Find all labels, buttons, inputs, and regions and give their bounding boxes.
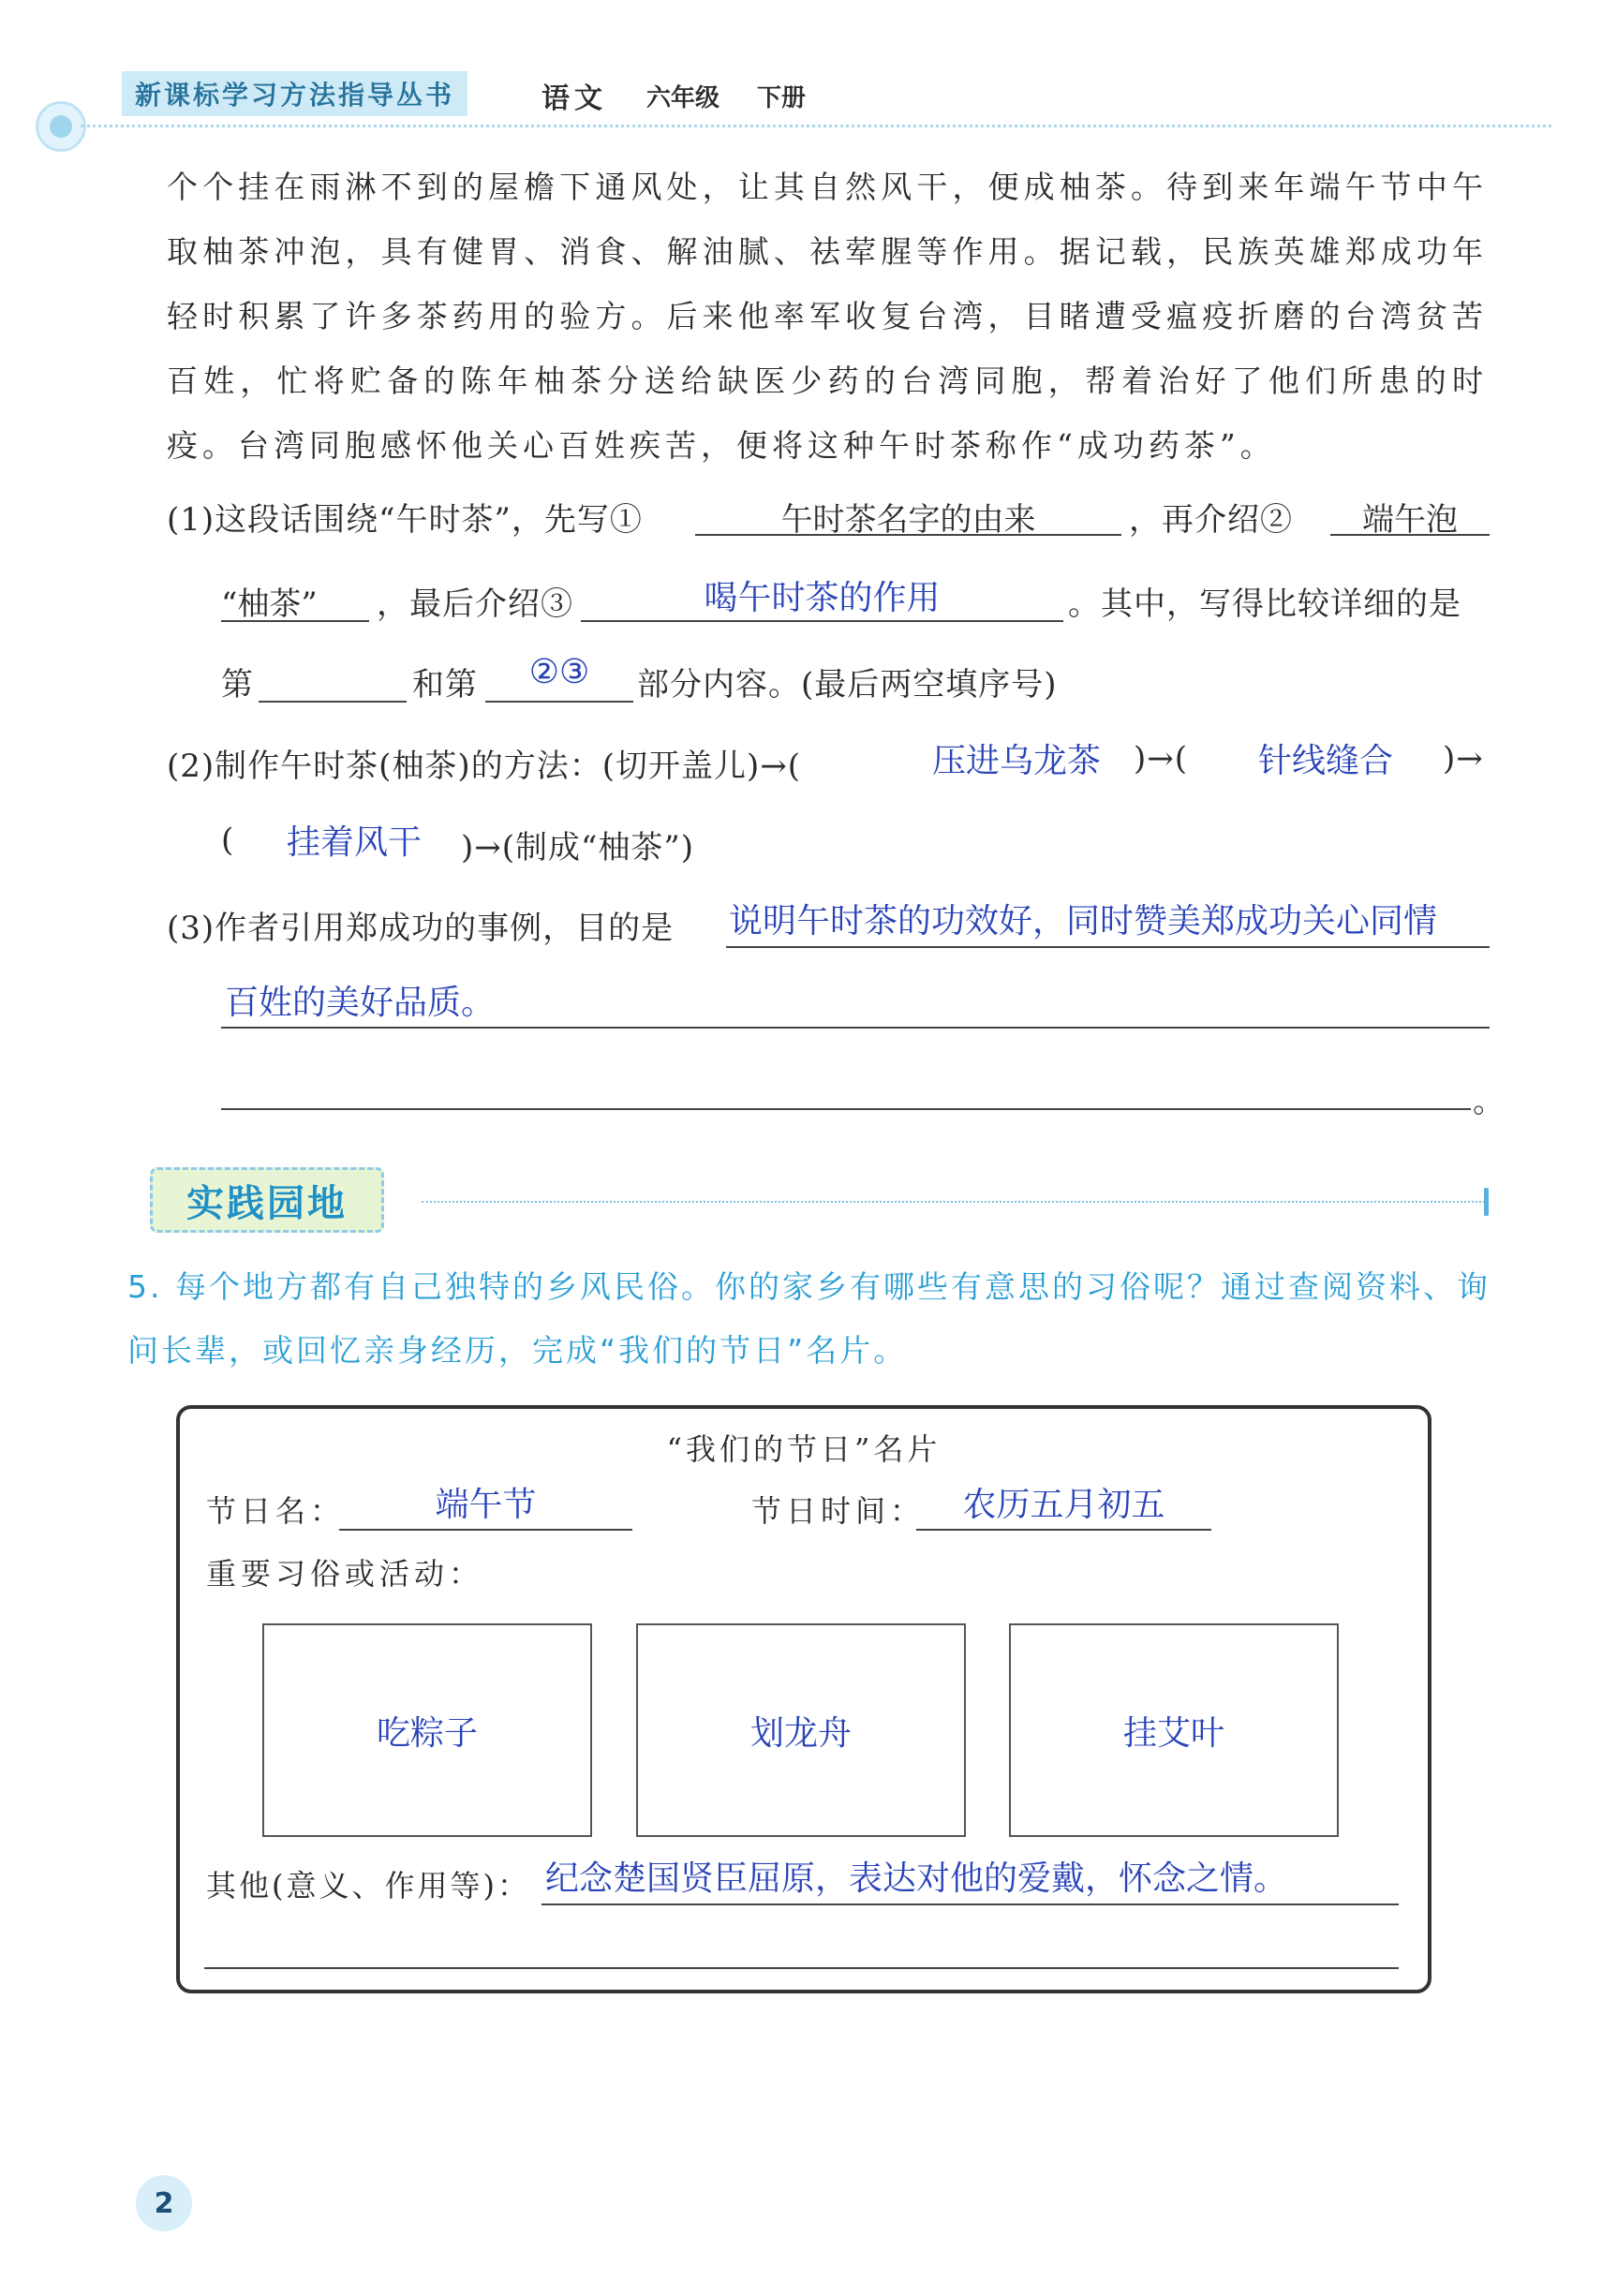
subject-label: 语文 <box>541 82 607 115</box>
custom-answer-1: 吃粽子 <box>376 1713 478 1753</box>
festival-name-value: 端午节 <box>435 1486 537 1524</box>
q2-text-d: ( <box>221 822 235 859</box>
festival-name-blank <box>339 1529 632 1531</box>
q3-blank-2 <box>221 1027 1490 1029</box>
q1-answer-1: 午时茶名字的由来 <box>780 501 1036 539</box>
card-title: “我们的节日”名片 <box>666 1431 942 1467</box>
other-blank-2 <box>204 1967 1399 1969</box>
festival-name-label: 节日名： <box>206 1493 346 1529</box>
q1-text-b: ，再介绍② <box>1129 501 1293 539</box>
q2-answer-1: 压进乌龙茶 <box>931 742 1101 780</box>
festival-time-value: 农历五月初五 <box>962 1486 1165 1524</box>
q1-text-a: (1)这段话围绕“午时茶”，先写① <box>167 501 643 539</box>
festival-time-label: 节日时间： <box>751 1493 926 1529</box>
custom-answer-3: 挂艾叶 <box>1122 1713 1224 1753</box>
other-blank-1 <box>541 1903 1399 1905</box>
section-banner: 实践园地 <box>150 1167 384 1233</box>
q3-end-mark: 。 <box>1473 1083 1506 1120</box>
q3-answer-line2: 百姓的美好品质。 <box>225 984 496 1022</box>
q1-text-f: 和第 <box>412 666 478 704</box>
q2-answer-2: 针线缝合 <box>1257 742 1393 780</box>
header-divider <box>81 125 1551 127</box>
q1-text-e: 第 <box>221 666 254 704</box>
q2-text-a: (2)制作午时茶(柚茶)的方法：(切开盖儿)→( <box>167 748 801 785</box>
q2-answer-3: 挂着风干 <box>286 823 422 862</box>
q2-text-c: )→ <box>1443 740 1484 778</box>
q2-text-e: )→(制成“柚茶”) <box>461 829 695 867</box>
q1-answer-2b: “柚茶” <box>221 585 318 623</box>
q1-blank-4 <box>259 701 407 703</box>
q1-answer-3: 喝午时茶的作用 <box>704 579 941 617</box>
grade-label: 六年级 <box>646 84 720 112</box>
customs-label: 重要习俗或活动： <box>206 1556 484 1592</box>
other-value: 纪念楚国贤臣屈原，表达对他的爱戴，怀念之情。 <box>545 1859 1288 1898</box>
q3-answer-line1: 说明午时茶的功效好，同时赞美郑成功关心同情 <box>729 902 1438 941</box>
q3-blank-3 <box>221 1108 1471 1110</box>
q1-text-d: 。其中，写得比较详细的是 <box>1068 585 1461 623</box>
section-end-marker <box>1484 1188 1489 1216</box>
festival-time-blank <box>916 1529 1211 1531</box>
q3-blank-1 <box>726 946 1490 948</box>
q1-answer-2a: 端午泡 <box>1362 501 1458 539</box>
custom-answer-2: 划龙舟 <box>749 1713 852 1753</box>
q1-answer-4: ②③ <box>528 653 590 691</box>
q1-text-c: ，最后介绍③ <box>377 585 573 623</box>
reading-passage: 个个挂在雨淋不到的屋檐下通风处，让其自然风干，便成柚茶。待到来年端午节中午取柚茶冲泡，具有健胃、消食、解油腻、祛荤腥等作用。据记载，民族英雄郑成功年轻时积累了许多茶药用的验方。后来他率军收复台湾，目睹遭受瘟疫折磨的台湾贫苦百姓，忙将贮备的陈年柚茶分送给缺医少药的台湾同胞，帮着治好了他们所患的时疫。台湾同胞感怀他关心百姓疾苦，便将这种午时茶称作“成功药茶”。 <box>167 169 1488 464</box>
series-title: 新课标学习方法指导丛书 <box>122 71 467 116</box>
q3-text: (3)作者引用郑成功的事例，目的是 <box>167 910 675 947</box>
q1-text-g: 部分内容。(最后两空填序号) <box>637 666 1058 704</box>
q1-blank-5 <box>485 701 633 703</box>
section-divider <box>422 1201 1485 1203</box>
volume-label: 下册 <box>757 84 807 112</box>
q2-text-b: )→( <box>1134 740 1189 778</box>
header-dot-icon <box>36 101 86 152</box>
page-number: 2 <box>136 2175 192 2231</box>
q1-blank-3 <box>581 620 1063 622</box>
task5-prompt: 5. 每个地方都有自己独特的乡风民俗。你的家乡有哪些有意思的习俗呢？通过查阅资料、询问长辈，或回忆亲身经历，完成“我们的节日”名片。 <box>127 1268 1491 1369</box>
other-label: 其他(意义、作用等)： <box>206 1868 530 1903</box>
